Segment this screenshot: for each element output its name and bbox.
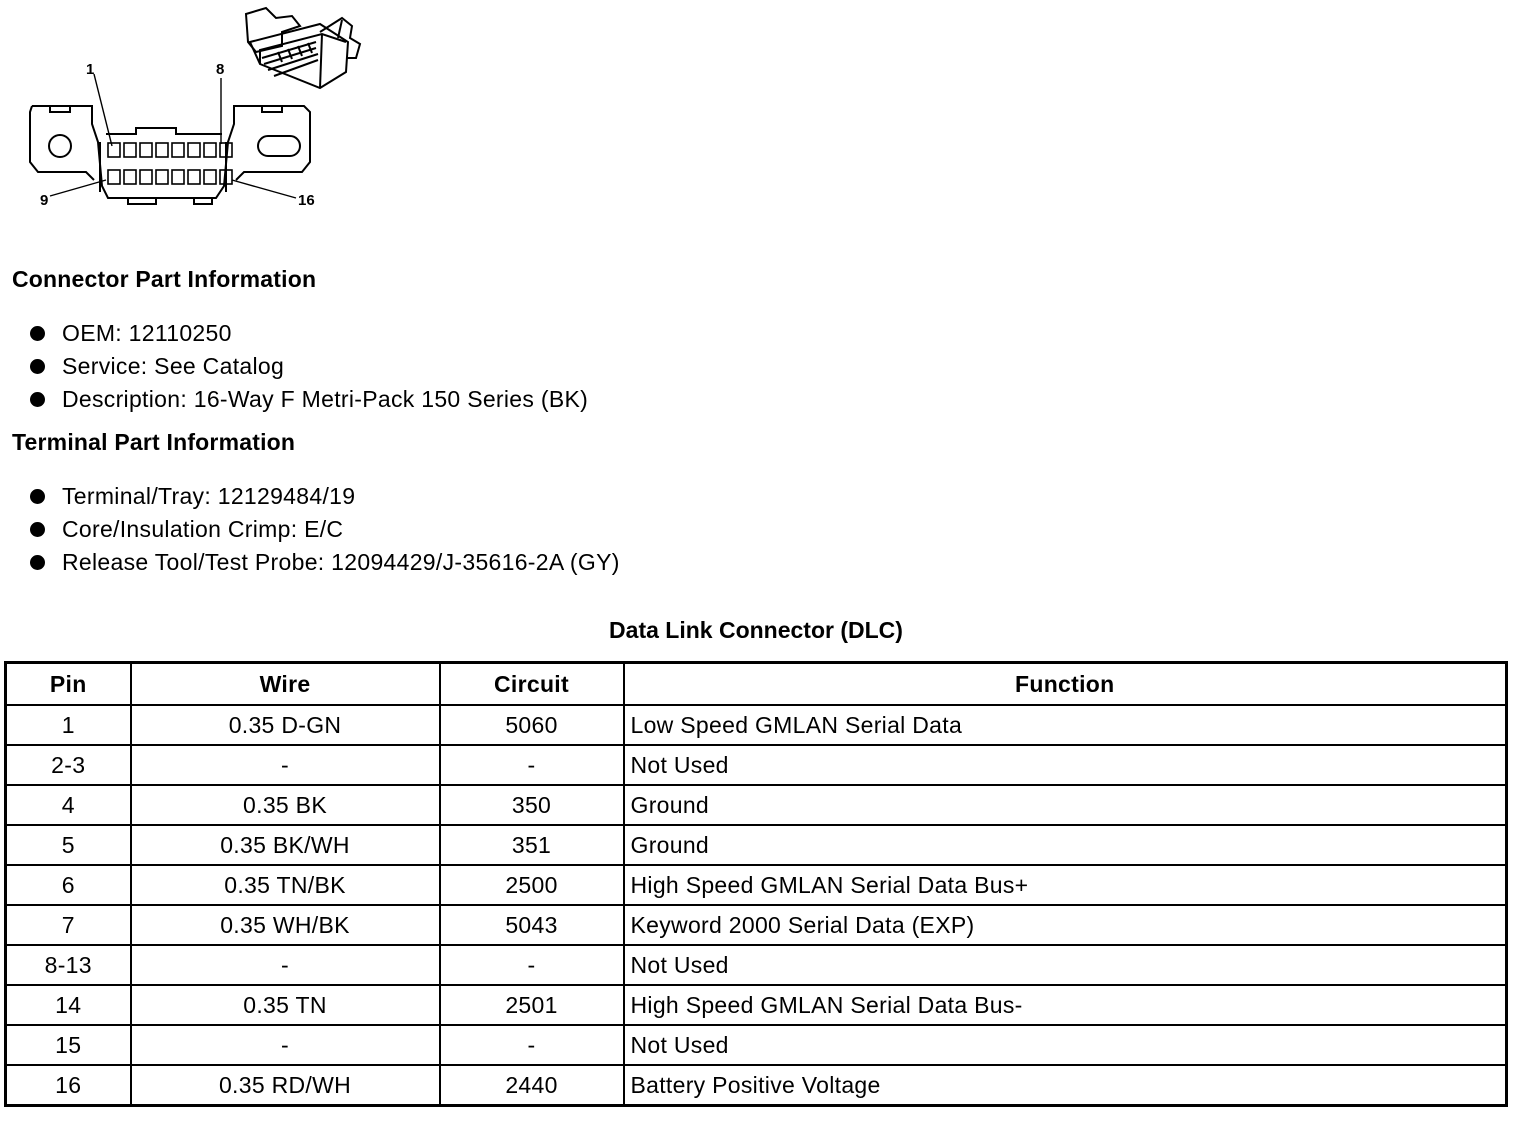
- function-cell: Battery Positive Voltage: [624, 1065, 1507, 1106]
- function-cell: Not Used: [624, 945, 1507, 985]
- terminal-part-heading: Terminal Part Information: [12, 429, 296, 455]
- list-item-text: Core/Insulation Crimp: E/C: [62, 516, 344, 542]
- function-cell: Ground: [624, 785, 1507, 825]
- list-item: [30, 350, 588, 383]
- connector-part-heading: Connector Part Information: [12, 266, 317, 292]
- table-header-row: [6, 663, 1507, 706]
- pin-cell: 6: [6, 865, 131, 905]
- circuit-cell: -: [440, 1025, 624, 1065]
- wire-cell: -: [131, 945, 440, 985]
- function-cell: Low Speed GMLAN Serial Data: [624, 705, 1507, 745]
- table-title: Data Link Connector (DLC): [609, 617, 903, 643]
- function-cell: Ground: [624, 825, 1507, 865]
- circuit-cell: 5043: [440, 905, 624, 945]
- pin-cell: 7: [6, 905, 131, 945]
- connector-part-list: [30, 317, 588, 416]
- column-header-circuit: Circuit: [440, 663, 624, 706]
- list-item: [30, 480, 620, 513]
- bullet-icon: [30, 522, 45, 537]
- wire-cell: 0.35 RD/WH: [131, 1065, 440, 1106]
- column-header-wire: Wire: [131, 663, 440, 706]
- pin-cell: 1: [6, 705, 131, 745]
- list-item-text: OEM: 12110250: [62, 320, 232, 346]
- column-header-function: Function: [624, 663, 1507, 706]
- table-row: [6, 705, 1507, 745]
- pin-row-top: [108, 143, 232, 157]
- pin-cell: 4: [6, 785, 131, 825]
- function-cell: Not Used: [624, 745, 1507, 785]
- circuit-cell: 5060: [440, 705, 624, 745]
- bullet-icon: [30, 326, 45, 341]
- wire-cell: 0.35 TN: [131, 985, 440, 1025]
- bullet-icon: [30, 555, 45, 570]
- list-item-text: Service: See Catalog: [62, 353, 285, 379]
- dlc-pinout-table: [4, 661, 1508, 1107]
- circuit-cell: -: [440, 945, 624, 985]
- function-cell: High Speed GMLAN Serial Data Bus-: [624, 985, 1507, 1025]
- table-row: [6, 945, 1507, 985]
- connector-3d-sketch: [246, 8, 360, 88]
- table-row: [6, 865, 1507, 905]
- wire-cell: 0.35 TN/BK: [131, 865, 440, 905]
- list-item-text: Terminal/Tray: 12129484/19: [62, 483, 356, 509]
- pin-label-16: 16: [298, 192, 315, 209]
- table-row: [6, 1025, 1507, 1065]
- table-row: [6, 785, 1507, 825]
- bullet-icon: [30, 392, 45, 407]
- list-item: [30, 383, 588, 416]
- pin-row-bottom: [108, 170, 232, 184]
- table-row: [6, 905, 1507, 945]
- circuit-cell: 351: [440, 825, 624, 865]
- list-item: [30, 513, 620, 546]
- pin-cell: 8-13: [6, 945, 131, 985]
- function-cell: Keyword 2000 Serial Data (EXP): [624, 905, 1507, 945]
- wire-cell: 0.35 BK/WH: [131, 825, 440, 865]
- wire-cell: -: [131, 745, 440, 785]
- table-row: [6, 1065, 1507, 1106]
- table-row: [6, 825, 1507, 865]
- wire-cell: -: [131, 1025, 440, 1065]
- circuit-cell: 2501: [440, 985, 624, 1025]
- terminal-part-list: [30, 480, 620, 579]
- list-item: [30, 546, 620, 579]
- pin-cell: 16: [6, 1065, 131, 1106]
- bullet-icon: [30, 359, 45, 374]
- pin-label-9: 9: [40, 192, 49, 209]
- list-item-text: Description: 16-Way F Metri-Pack 150 Series (BK): [62, 386, 589, 412]
- pin-label-1: 1: [86, 61, 95, 78]
- wire-cell: 0.35 D-GN: [131, 705, 440, 745]
- bullet-icon: [30, 489, 45, 504]
- pin-leader-lines: [50, 74, 296, 198]
- column-header-pin: Pin: [6, 663, 131, 706]
- dlc-connector-diagram: [20, 2, 380, 214]
- wire-cell: 0.35 BK: [131, 785, 440, 825]
- pin-cell: 2-3: [6, 745, 131, 785]
- pin-cell: 5: [6, 825, 131, 865]
- pin-cell: 15: [6, 1025, 131, 1065]
- list-item: [30, 317, 588, 350]
- table-row: [6, 985, 1507, 1025]
- circuit-cell: 2500: [440, 865, 624, 905]
- pin-cell: 14: [6, 985, 131, 1025]
- list-item-text: Release Tool/Test Probe: 12094429/J-35616-2A (GY): [62, 549, 620, 575]
- wire-cell: 0.35 WH/BK: [131, 905, 440, 945]
- circuit-cell: 2440: [440, 1065, 624, 1106]
- function-cell: High Speed GMLAN Serial Data Bus+: [624, 865, 1507, 905]
- circuit-cell: -: [440, 745, 624, 785]
- table-row: [6, 745, 1507, 785]
- circuit-cell: 350: [440, 785, 624, 825]
- pin-label-8: 8: [216, 61, 225, 78]
- function-cell: Not Used: [624, 1025, 1507, 1065]
